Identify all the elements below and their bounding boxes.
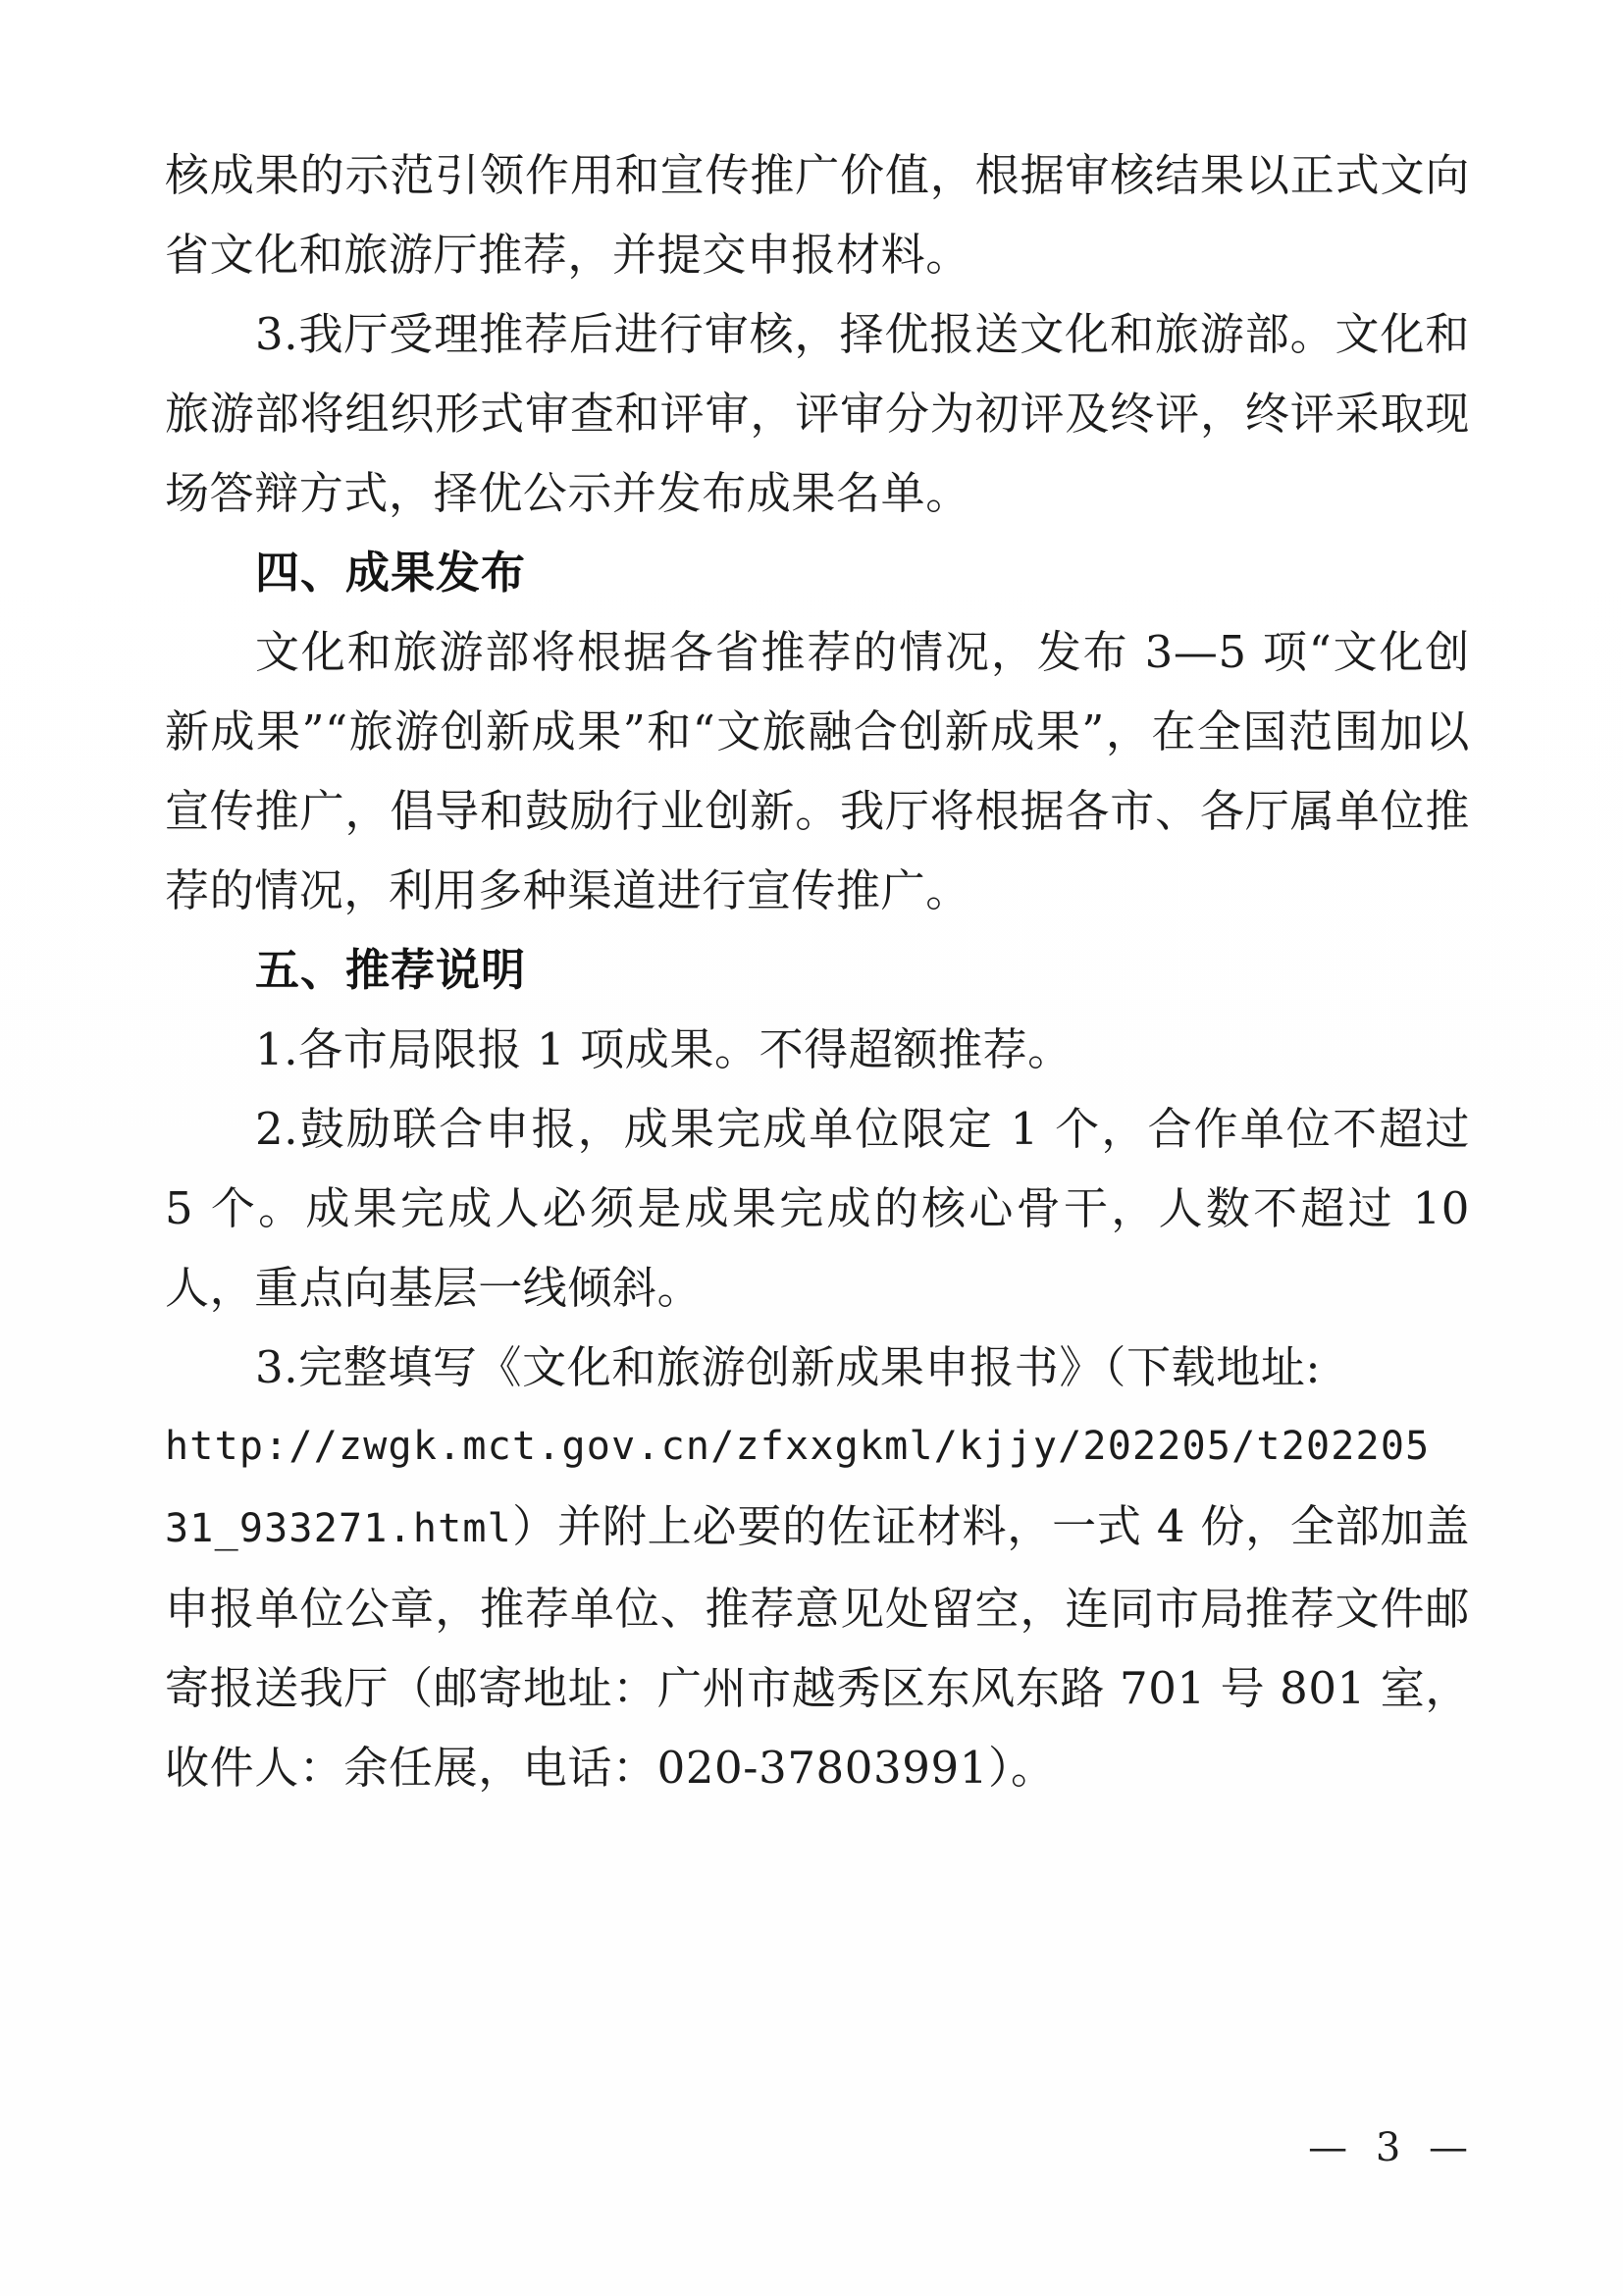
paragraph-continued-from-previous-page: 核成果的示范引领作用和宣传推广价值，根据审核结果以正式文向省文化和旅游厅推荐，并提交申报材料。: [165, 149, 1470, 281]
section-heading-four: 四、成果发布: [255, 547, 527, 599]
recommendation-item-3-heading-line: 3.完整填写《文化和旅游创新成果申报书》（下载地址:: [255, 1341, 1322, 1393]
recommendation-item-3-tail-text: ）并附上必要的佐证材料，一式 4 份，全部加盖申报单位公章，推荐单位、推荐意见处留空，连同市局推荐文件邮寄报送我厅（邮寄地址：广州市越秀区东风东路 701 号 801 室，收件人：余任展，电话：020-37803991）。: [165, 1500, 1470, 1794]
page-number: — 3 —: [1308, 2125, 1476, 2170]
recommendation-item-2: 2.鼓励联合申报，成果完成单位限定 1 个，合作单位不超过 5 个。成果完成人必须是成果完成的核心骨干，人数不超过 10 人，重点向基层一线倾斜。: [165, 1103, 1470, 1314]
paragraph-results-release: 文化和旅游部将根据各省推荐的情况，发布 3—5 项“文化创新成果”“旅游创新成果”和“文旅融合创新成果”，在全国范围加以宣传推广，倡导和鼓励行业创新。我厅将根据各市、各厅属单位推荐的情况，利用多种渠道进行宣传推广。: [165, 626, 1470, 916]
page-content: [165, 135, 1470, 1807]
section-heading-five: 五、推荐说明: [255, 944, 527, 996]
recommendation-item-3-tail: [165, 1487, 1470, 1807]
download-url-line-1: http://zwgk.mct.gov.cn/zfxxgkml/kjjy/202205/t202205: [165, 1424, 1431, 1469]
recommendation-item-1: 1.各市局限报 1 项成果。不得超额推荐。: [255, 1023, 1073, 1075]
paragraph-item-3-review-process: 3.我厅受理推荐后进行审核，择优报送文化和旅游部。文化和旅游部将组织形式审查和评审，评审分为初评及终评，终评采取现场答辩方式，择优公示并发布成果名单。: [165, 308, 1470, 519]
download-url-line-2: 31_933271.html: [165, 1506, 512, 1551]
